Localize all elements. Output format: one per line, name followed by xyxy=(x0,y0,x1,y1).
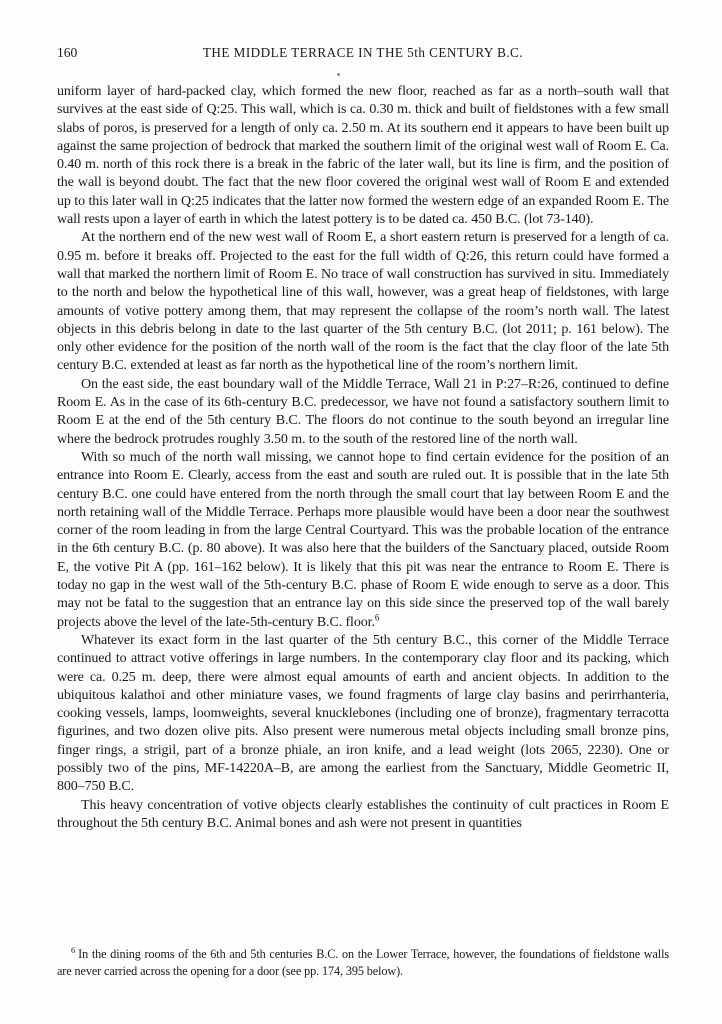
running-title: THE MIDDLE TERRACE IN THE 5th CENTURY B.C. xyxy=(202,45,524,60)
paragraph: uniform layer of hard-packed clay, which formed the new floor, reached as far as a north–south wall that survives at the east side of Q:25. This wall, which is ca. 0.30 m. thick and built of fieldstones with a few small slabs of poros, is preserved for a length of only ca. 2.50 m. At its southern end it appears to have been built up against the same projection of bedrock that marked the southern limit of the original west wall of Room E. Ca. 0.40 m. north of this rock there is a break in the fabric of the later wall, but its line is firm, and the position of the wall is beyond doubt. The fact that the new floor covered the original west wall of Room E and extended up to this later wall in Q:25 indicates that the latter now formed the western edge of an expanded Room E. The wall rests upon a layer of earth in which the latest pottery is to be dated ca. 450 B.C. (lot 73-140). xyxy=(57,84,669,228)
footnote-text: In the dining rooms of the 6th and 5th centuries B.C. on the Lower Terrace, however, the foundations of fieldstone walls are never carried across the opening for a door (see pp. 174, 395 below). xyxy=(57,947,669,978)
paragraph-text: With so much of the north wall missing, we cannot hope to find certain evidence for the position of an entrance into Room E. Clearly, access from the east and south are ruled out. It is possible that in the late 5th century B.C. one could have entered from the north through the small court that lay between Room E and the north retaining wall of the Middle Terrace. Perhaps more plausible would have been a door near the southwest corner of the room leading in from the large Central Courtyard. This was the probable location of the entrance in the 6th century B.C. (p. 80 above). It was also here that the builders of the Sanctuary placed, outside Room E, the votive Pit A (pp. 161–162 below). It is likely that this pit was near the entrance to Room E. There is today no gap in the west wall of the 5th-century B.C. phase of Room E wide enough to serve as a door. This may not be fatal to the suggestion that an entrance lay on this side since the preserved top of the wall barely projects above the level of the late-5th-century B.C. floor. xyxy=(57,449,669,630)
paragraph xyxy=(57,449,669,632)
body-text-column xyxy=(57,83,669,833)
footnote-marker: 6 xyxy=(71,944,76,955)
scan-speck xyxy=(337,73,340,76)
running-head xyxy=(57,45,669,63)
footnote-reference: 6 xyxy=(374,611,380,622)
paragraph: On the east side, the east boundary wall of the Middle Terrace, Wall 21 in P:27–R:26, continued to define Room E. As in the case of its 6th-century B.C. predecessor, we have not found a satisfactory southern limit to Room E at the end of the 5th century B.C. The floors do not continue to the south beyond an irregular line where the bedrock protrudes roughly 3.50 m. to the south of the restored line of the north wall. xyxy=(57,376,669,447)
paragraph: This heavy concentration of votive objects clearly establishes the continuity of cult practices in Room E throughout the 5th century B.C. Animal bones and ash were not present in quantities xyxy=(57,797,669,831)
page-number: 160 xyxy=(57,45,78,60)
paragraph: Whatever its exact form in the last quarter of the 5th century B.C., this corner of the Middle Terrace continued to attract votive offerings in large numbers. In the contemporary clay floor and its packing, which were ca. 0.25 m. deep, there were almost equal amounts of earth and ancient objects. In addition to the ubiquitous kalathoi and other miniature vases, we found fragments of large clay basins and perirrhanteria, cooking vessels, lamps, loomweights, several knucklebones (including one of bronze), fragmentary terracotta figurines, and two dozen olive pits. Also present were numerous metal objects including small bronze pins, finger rings, a strigil, part of a bronze phiale, an iron knife, and a lead weight (lots 2065, 2230). One or possibly two of the pins, MF-14220A–B, are among the earliest from the Sanctuary, Middle Geometric II, 800–750 B.C. xyxy=(57,632,669,795)
footnote xyxy=(57,946,669,980)
paragraph: At the northern end of the new west wall of Room E, a short eastern return is preserved for a length of ca. 0.95 m. before it breaks off. Projected to the east for the full width of Q:26, this return could have formed a wall that marked the northern limit of Room E. No trace of wall construction has survived in situ. Immediately to the north and below the hypothetical line of this wall, however, was a great heap of fieldstones, with large amounts of votive pottery among them, that may represent the collapse of the room’s north wall. The latest objects in this debris belong in date to the last quarter of the 5th century B.C. (lot 2011; p. 161 below). The only other evidence for the position of the north wall of the room is the fact that the clay floor of the late 5th century B.C. extended at least as far north as the hypothetical line of the room’s northern limit. xyxy=(57,230,669,374)
